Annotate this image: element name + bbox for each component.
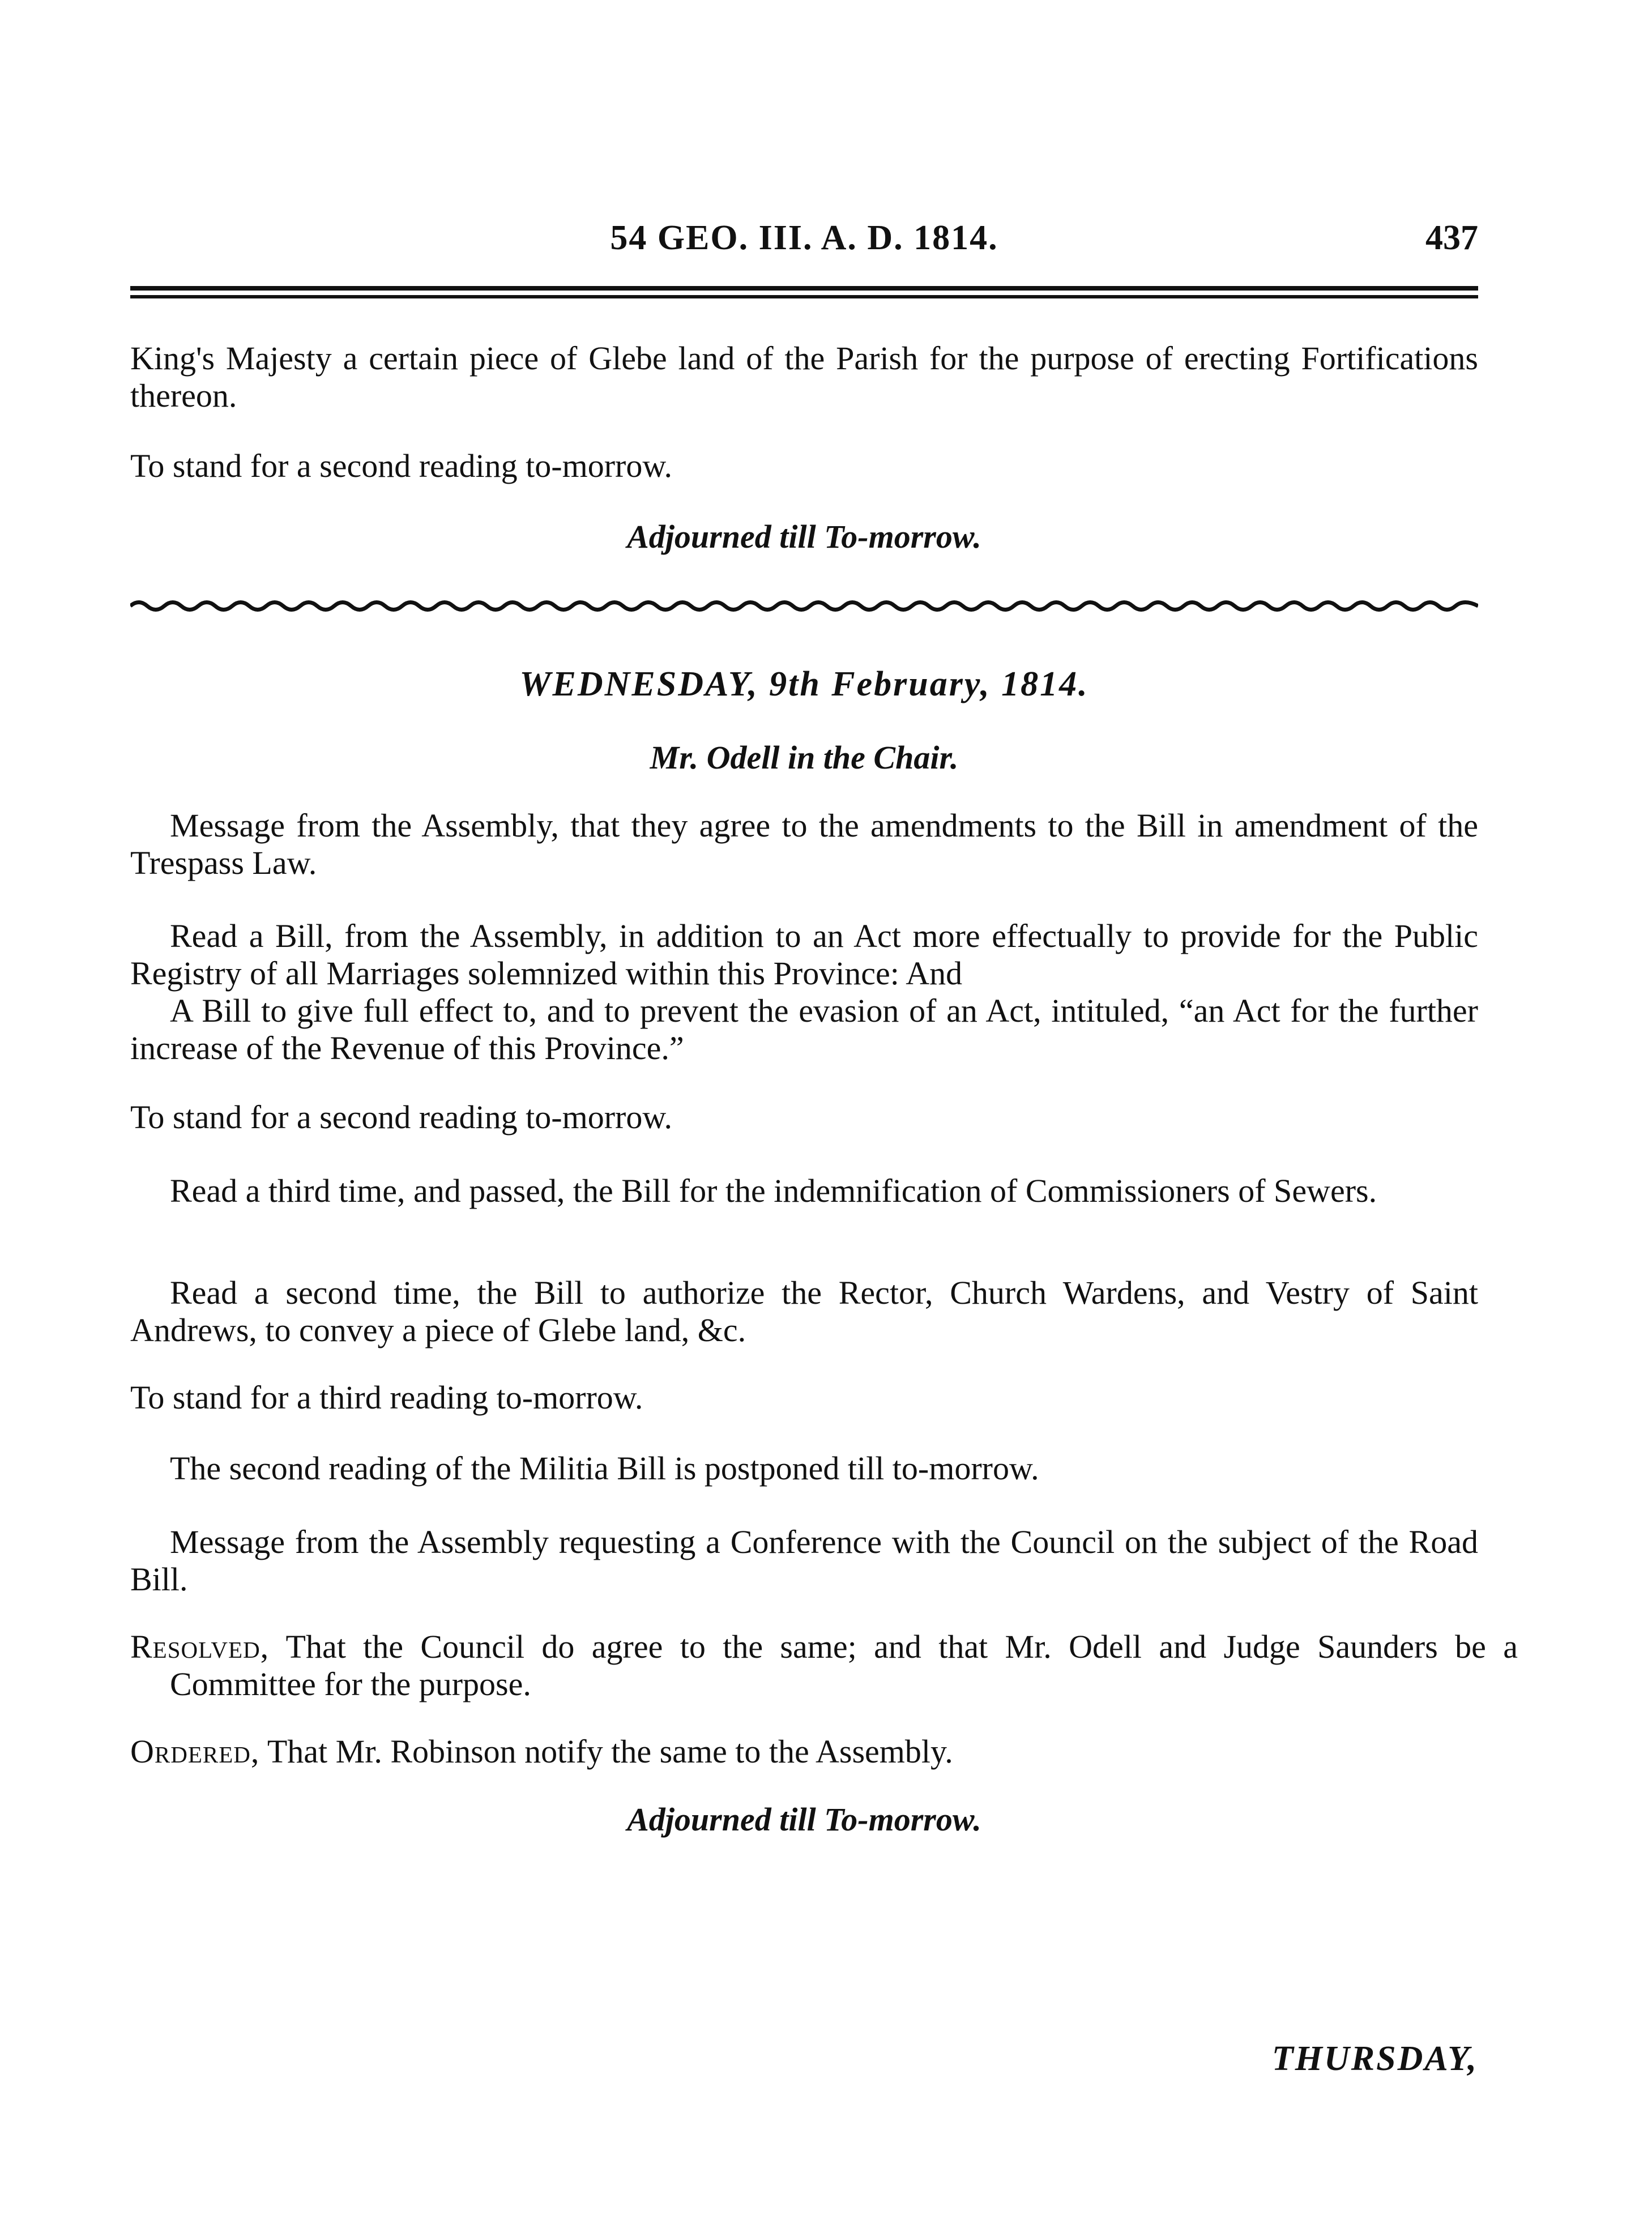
paragraph-sewers-bill: Read a third time, and passed, the Bill for the indemnification of Commissioners of Sewers.: [170, 1172, 1377, 1209]
resolved-label: Resolved,: [130, 1628, 270, 1665]
ordered-label: Ordered,: [130, 1733, 260, 1770]
day-heading: WEDNESDAY, 9th February, 1814.: [519, 665, 1089, 703]
paragraph-second-reading: To stand for a second reading to-morrow.: [130, 1099, 672, 1136]
paragraph-message-trespass: Message from the Assembly, that they agree to the amendments to the Bill in amendment of the Trespass Law.: [130, 807, 1478, 881]
paragraph-registry-bill: Read a Bill, from the Assembly, in addition to an Act more effectually to provide for the Public Registry of all Marriages solemnized within this Province: And: [130, 917, 1478, 992]
ordered-text: That Mr. Robinson notify the same to the Assembly.: [267, 1733, 953, 1770]
adjourned-note-top: Adjourned till To-morrow.: [627, 518, 981, 555]
wavy-divider: [130, 598, 1478, 614]
header-title: 54 GEO. III. A. D. 1814.: [610, 219, 998, 257]
continued-paragraph: King's Majesty a certain piece of Glebe land of the Parish for the purpose of erecting Fortifications thereon.: [130, 340, 1478, 414]
page-number: 437: [1425, 219, 1478, 257]
catchword: THURSDAY,: [1271, 2039, 1478, 2078]
ordered-paragraph: [130, 1733, 1478, 1770]
adjourned-note-bottom: Adjourned till To-morrow.: [627, 1801, 981, 1838]
chair-note: Mr. Odell in the Chair.: [650, 739, 959, 776]
paragraph-revenue-bill: A Bill to give full effect to, and to prevent the evasion of an Act, intituled, “an Act for the further increase of the Revenue of this Province.”: [130, 992, 1478, 1066]
paragraph-road-bill: Message from the Assembly requesting a Conference with the Council on the subject of the Road Bill.: [130, 1523, 1478, 1598]
paragraph-militia-bill: The second reading of the Militia Bill is postponed till to-morrow.: [170, 1450, 1039, 1487]
resolved-text: That the Council do agree to the same; and that Mr. Odell and Judge Saunders be a Committee for the purpose.: [170, 1628, 1518, 1702]
paragraph-third-reading: To stand for a third reading to-morrow.: [130, 1379, 643, 1416]
resolved-paragraph: [130, 1628, 1518, 1703]
paragraph-glebe-bill: Read a second time, the Bill to authorize the Rector, Church Wardens, and Vestry of Saint Andrews, to convey a piece of Glebe land, &c.: [130, 1274, 1478, 1348]
second-reading-note: To stand for a second reading to-morrow.: [130, 447, 672, 484]
header-rule: [130, 286, 1478, 298]
running-header: [130, 218, 1478, 275]
